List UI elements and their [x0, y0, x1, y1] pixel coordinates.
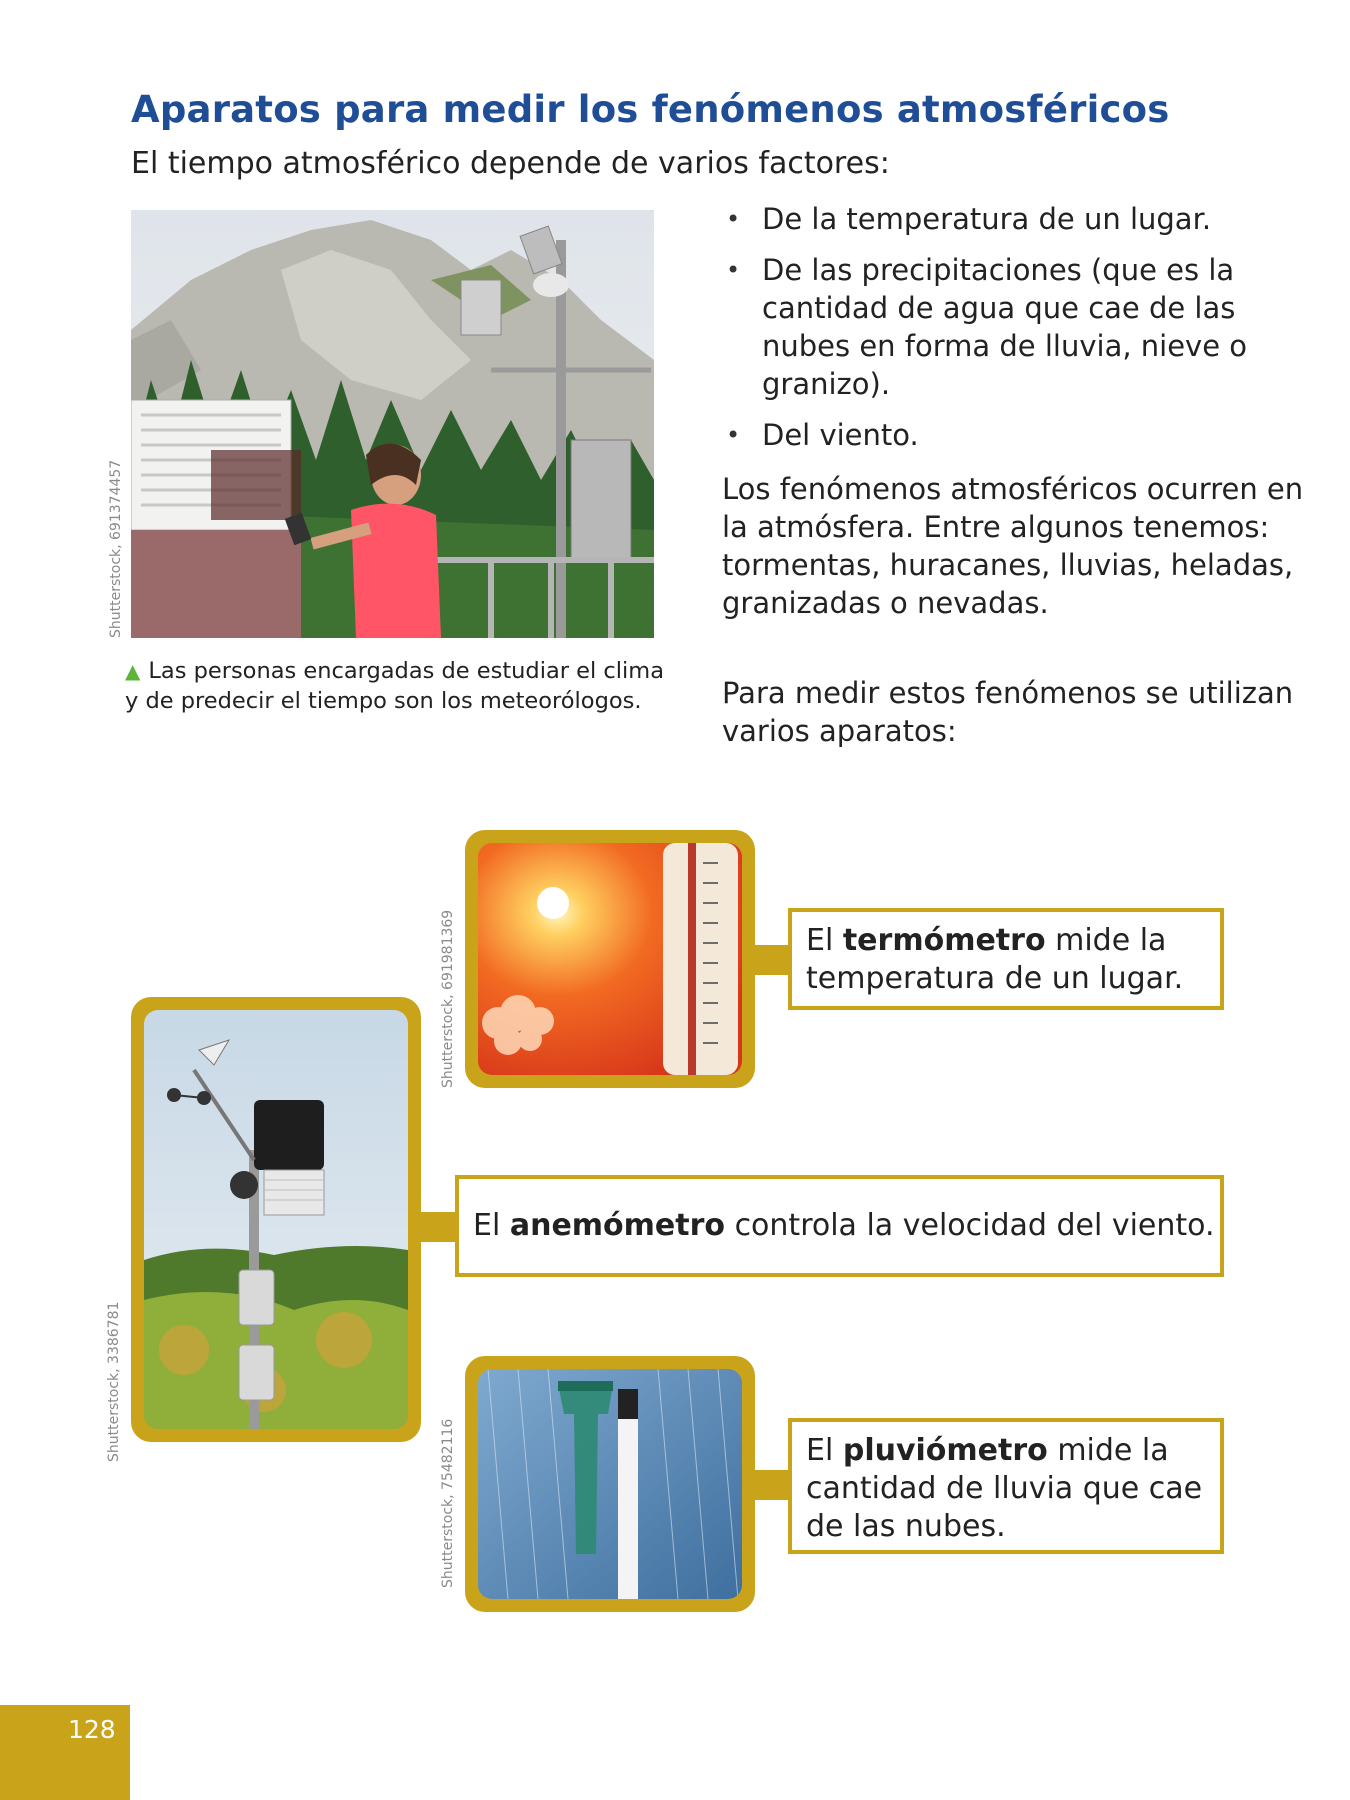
- rain-gauge-photo-credit: Shutterstock, 75482116: [440, 1418, 456, 1588]
- factors-list: [722, 200, 1322, 467]
- desc-prefix: El: [473, 1208, 501, 1243]
- list-item: • De la temperatura de un lugar.: [722, 200, 1322, 238]
- thermometer-photo: [478, 843, 742, 1075]
- instruments-intro: Para medir estos fenómenos se utilizan varios aparatos:: [722, 676, 1294, 748]
- connector-tab: [752, 945, 792, 975]
- phenomena-paragraph: Los fenómenos atmosféricos ocurren en la atmósfera. Entre algunos tenemos: tormentas, huracanes, lluvias, heladas, granizadas o nevadas.: [722, 472, 1304, 620]
- photo-caption: [125, 656, 665, 716]
- instrument-term: termómetro: [842, 923, 1046, 958]
- rain-gauge-photo-frame: [465, 1356, 755, 1612]
- anemometer-photo-credit: Shutterstock, 3386781: [106, 1301, 122, 1462]
- desc-prefix: El: [806, 1433, 834, 1468]
- thermometer-description: [788, 908, 1224, 1010]
- anemometer-description: [455, 1175, 1224, 1277]
- page-number-block: [0, 1705, 130, 1800]
- caption-text: Las personas encargadas de estudiar el clima y de predecir el tiempo son los meteorólogos.: [125, 658, 664, 714]
- thermometer-photo-credit: Shutterstock, 691981369: [440, 909, 456, 1088]
- meteorologist-photo: [131, 210, 654, 638]
- triangle-icon: ▲: [125, 659, 141, 683]
- thermometer-photo-frame: [465, 830, 755, 1088]
- desc-rest: mide la temperatura de un lugar.: [806, 923, 1184, 996]
- connector-tab: [418, 1212, 460, 1242]
- intro-text: El tiempo atmosférico depende de varios factores:: [131, 146, 890, 181]
- anemometer-photo-frame: [131, 997, 421, 1442]
- instrument-term: pluviómetro: [842, 1433, 1048, 1468]
- page-number: 128: [68, 1715, 116, 1744]
- photo-credit: Shutterstock, 691374457: [108, 459, 124, 638]
- list-item: • Del viento.: [722, 416, 1322, 454]
- anemometer-photo: [144, 1010, 408, 1429]
- desc-rest: mide la cantidad de lluvia que cae de las nubes.: [806, 1433, 1203, 1544]
- page-title: Aparatos para medir los fenómenos atmosféricos: [131, 88, 1170, 131]
- desc-prefix: El: [806, 923, 834, 958]
- rain-gauge-photo: [478, 1369, 742, 1599]
- connector-tab: [752, 1470, 792, 1500]
- list-item: • De las precipitaciones (que es la cantidad de agua que cae de las nubes en forma de lluvia, nieve o granizo).: [722, 251, 1322, 403]
- rain-gauge-description: [788, 1418, 1224, 1554]
- desc-rest: controla la velocidad del viento.: [734, 1208, 1215, 1243]
- instrument-term: anemómetro: [509, 1208, 726, 1243]
